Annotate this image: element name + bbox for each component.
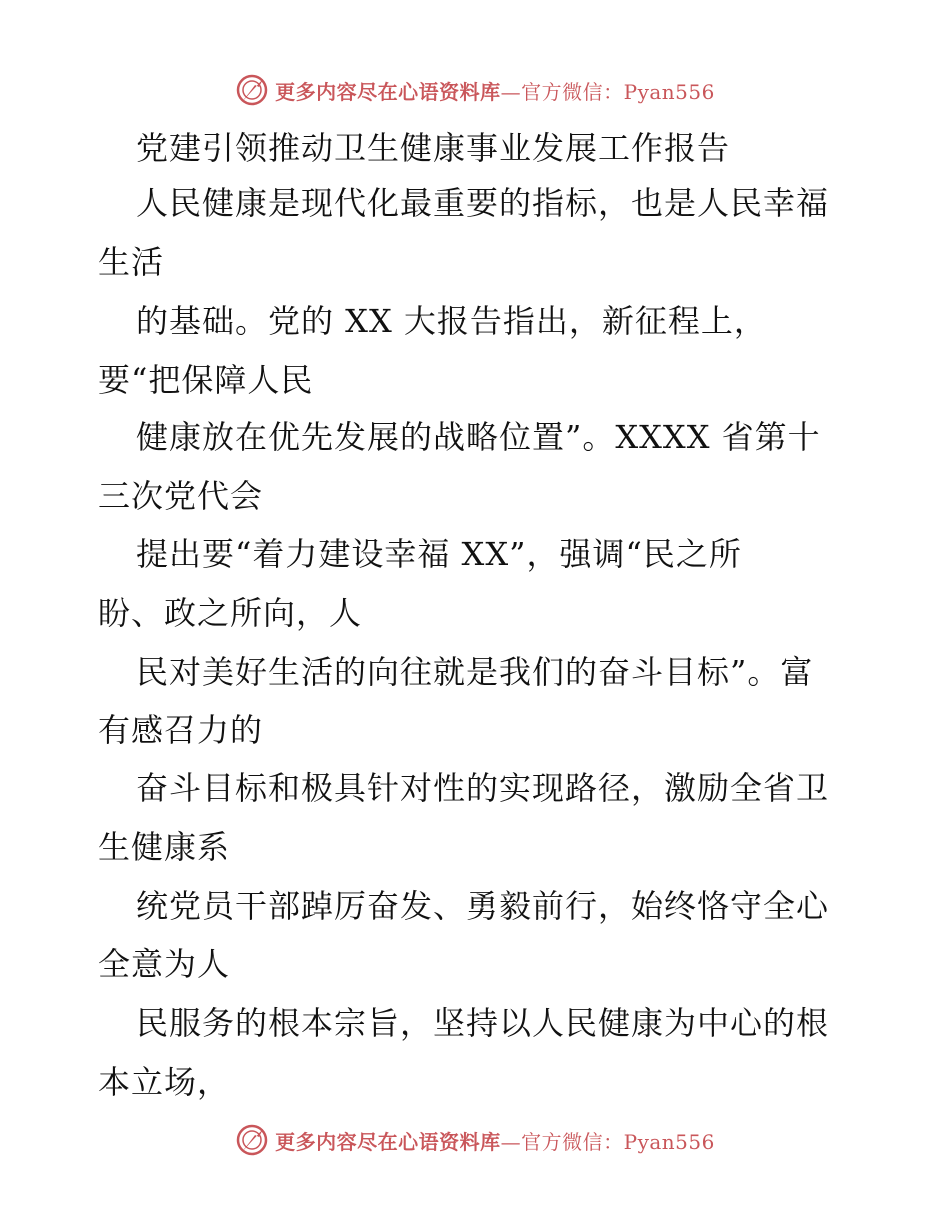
paragraph-line: 生活 [98,243,165,281]
paragraph-line: 全意为人 [98,945,231,983]
paragraph-line: 盼、政之所向，人 [98,594,363,632]
paragraph-line: 奋斗目标和极具针对性的实现路径，激励全省卫 [136,769,830,807]
paragraph-line: 民对美好生活的向往就是我们的奋斗目标”。富 [136,653,814,691]
quill-logo-icon [235,1123,269,1157]
paragraph-line: 有感召力的 [98,711,264,749]
quill-logo-icon [235,73,269,107]
paragraph-line: 生健康系 [98,828,231,866]
paragraph-line: 健康放在优先发展的战略位置”。XXXX 省第十 [136,418,821,456]
paragraph-line: 人民健康是现代化最重要的指标，也是人民幸福 [136,184,830,222]
paragraph-line: 统党员干部踔厉奋发、勇毅前行，始终恪守全心 [136,887,830,925]
watermark-banner-top [0,70,950,110]
paragraph-line: 提出要“着力建设幸福 XX”，强调“民之所 [136,535,742,573]
watermark-text: 更多内容尽在心语资料库—官方微信：Pyan556 [275,79,715,104]
paragraph-line: 的基础。党的 XX 大报告指出，新征程上， [136,302,767,340]
document-title: 党建引领推动卫生健康事业发展工作报告 [136,129,731,167]
paragraph-line: 三次党代会 [98,477,264,515]
watermark-banner-bottom [0,1120,950,1160]
paragraph-line: 本立场， [98,1063,231,1101]
paragraph-line: 民服务的根本宗旨，坚持以人民健康为中心的根 [136,1004,830,1042]
watermark-text: 更多内容尽在心语资料库—官方微信：Pyan556 [275,1129,715,1154]
paragraph-line: 要“把保障人民 [98,361,314,399]
